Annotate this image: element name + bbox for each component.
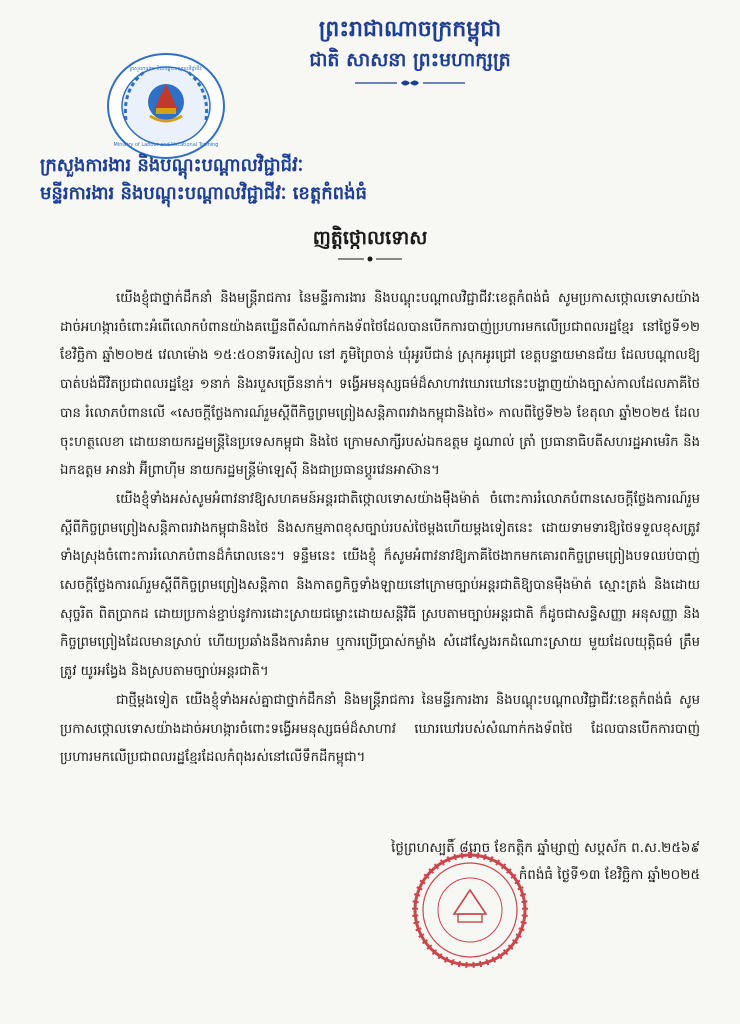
svg-text:Ministry of Labour and Vocatio: Ministry of Labour and Vocational Training [113,142,219,148]
document-title: ញត្តិថ្កោលទោស [312,227,428,249]
kingdom-heading: ព្រះរាជាណាចក្រកម្ពុជា [318,17,502,42]
department-name: មន្ទីរការងារ និងបណ្តុះបណ្តាលវិជ្ជាជីវៈ ខេត្តកំពង់ធំ [40,183,367,204]
letter-body [60,285,700,773]
ministry-logo-icon [104,50,228,162]
svg-text:ក្រសួងការងារ និងបណ្តុះបណ្តាលវិ: ក្រសួងការងារ និងបណ្តុះបណ្តាលវិជ្ជាជីវៈ [129,66,203,72]
ministry-name: ក្រសួងការងារ និងបណ្តុះបណ្តាលវិជ្ជាជីវៈ [40,155,304,176]
official-seal-icon [412,852,528,968]
lunar-date: ថ្ងៃព្រហស្បតិ៍ ៨រោច ខែកត្តិក ឆ្នាំម្សាញ់ សប្តស័ក ព.ស.២៥៦៩ [391,840,700,856]
body-paragraph: យើងខ្ញុំជាថ្នាក់ដឹកនាំ និងមន្ត្រីរាជការ នៃមន្ទីរការងារ និងបណ្តុះបណ្តាលវិជ្ជាជីវៈខេត្តកំពង់ធំ សូមប្រកាសថ្កោលទោសយ៉ាងដាច់អហង្ការចំពោះអំពើលោកបំពានយ៉ាងគឃ្លើនពីសំណាក់កងទ័ពថៃដែលបានបើកការបាញ់ប្រហារមកលើប្រជាពលរដ្ឋខ្មែរ នៅថ្ងៃទី១២ ខែវិច្ឆិកា ឆ្នាំ២០២៥ វេលាម៉ោង ១៥:៥០នាទីរសៀល នៅ ភូមិព្រៃចាន់ ឃុំអូរបីជាន់ ស្រុកអូរជ្រៅ ខេត្តបន្ទាយមានជ័យ ដែលបណ្តាលឱ្យបាត់បង់ជីវិតប្រជាពលរដ្ឋខ្មែរ ១នាក់ និងរបួសច្រើននាក់។ ទង្វើអមនុស្សធម៌ដ៏សាហាវឃោរឃៅនេះបង្ហាញយ៉ាងច្បាស់កាលដែលភាគីថៃបាន រំលោភបំពានលើ «សេចក្តីថ្លែងការណ៍រួមស្តីពីកិច្ចព្រមព្រៀងសន្តិភាពរវាងកម្ពុជានិងថៃ» កាលពីថ្ងៃទី២៦ ខែតុលា ឆ្នាំ២០២៥ ដែលចុះហត្ថលេខា ដោយនាយករដ្ឋមន្ត្រីនៃប្រទេសកម្ពុជា និងថៃ ក្រោមសាក្សីរបស់ឯកឧត្តម ដូណាល់ ត្រាំ ប្រធានាធិបតីសហរដ្ឋអាមេរិក និងឯកឧត្តម អានវ៉ា អ៊ីព្រាហ៊ីម នាយករដ្ឋមន្ត្រីម៉ាឡេស៊ី និងជាប្រធានប្តូរវេនអាស៊ាន។ [60,291,700,479]
body-paragraph: ជាថ្មីម្តងទៀត យើងខ្ញុំទាំងអស់គ្នាជាថ្នាក់ដឹកនាំ និងមន្ត្រីរាជការ នៃមន្ទីរការងារ និងបណ្តុះបណ្តាលវិជ្ជាជីវៈខេត្តកំពង់ធំ សូមប្រកាសថ្កោលទោសយ៉ាងដាច់អហង្ការចំពោះទង្វើអមនុស្សធម៌ដ៏សាហាវ ឃោរឃៅរបស់សំណាក់កងទ័ពថៃ ដែលបានបើកការបាញ់ប្រហារមកលើប្រជាពលរដ្ឋខ្មែរដែលកំពុងរស់នៅលើទឹកដីកម្ពុជា។ [60,692,700,766]
motto-ornament-icon [355,78,465,88]
title-underline [338,255,402,263]
solar-date: កំពង់ធំ ថ្ងៃទី១៣ ខែវិច្ឆិកា ឆ្នាំ២០២៥ [518,867,700,883]
national-motto: ជាតិ សាសនា ព្រះមហាក្សត្រ [309,49,511,71]
body-paragraph: យើងខ្ញុំទាំងអស់សូមអំពាវនាវឱ្យសហគមន៍អន្តរជាតិថ្កោលទោសយ៉ាងម៉ឺងម៉ាត់ ចំពោះការរំលោភបំពានសេចក្តីថ្លែងការណ៍រួមស្តីពីកិច្ចព្រមព្រៀងសន្តិភាពរវាងកម្ពុជានិងថៃ និងសកម្មភាពខុសច្បាប់របស់ថៃម្តងហើយម្តងទៀតនេះ ដោយទាមទារឱ្យថៃទទួលខុសត្រូវទាំងស្រុងចំពោះការរំលោភបំពានដ៏កំរោលនេះ។ ទន្ទឹមនេះ យើងខ្ញុំ ក៏សូមអំពាវនាវឱ្យភាគីថៃងាកមកគោរពកិច្ចព្រមព្រៀងបទឈប់បាញ់ សេចក្តីថ្លែងការណ៍រួមស្តីពីកិច្ចព្រមព្រៀងសន្តិភាព និងកាតព្វកិច្ចទាំងឡាយនៅក្រោមច្បាប់អន្តរជាតិឱ្យបានម៉ឺងម៉ាត់ ស្មោះត្រង់ និងដោយសុច្ចរិត ពិតប្រាកដ ដោយប្រកាន់ខ្ជាប់នូវការដោះស្រាយជម្លោះដោយសន្តិវិធី ស្របតាមច្បាប់អន្តរជាតិ ក៏ដូចជាសន្ធិសញ្ញា អនុសញ្ញា និងកិច្ចព្រមព្រៀងដែលមានស្រាប់ ហើយប្រឆាំងនឹងការគំរាម ឬការប្រើប្រាស់កម្លាំង សំដៅស្វែងរកដំណោះស្រាយ មួយដែលយុត្តិធម៌ ត្រឹមត្រូវ យូរអង្វែង និងស្របតាមច្បាប់អន្តរជាតិ។ [60,491,700,680]
